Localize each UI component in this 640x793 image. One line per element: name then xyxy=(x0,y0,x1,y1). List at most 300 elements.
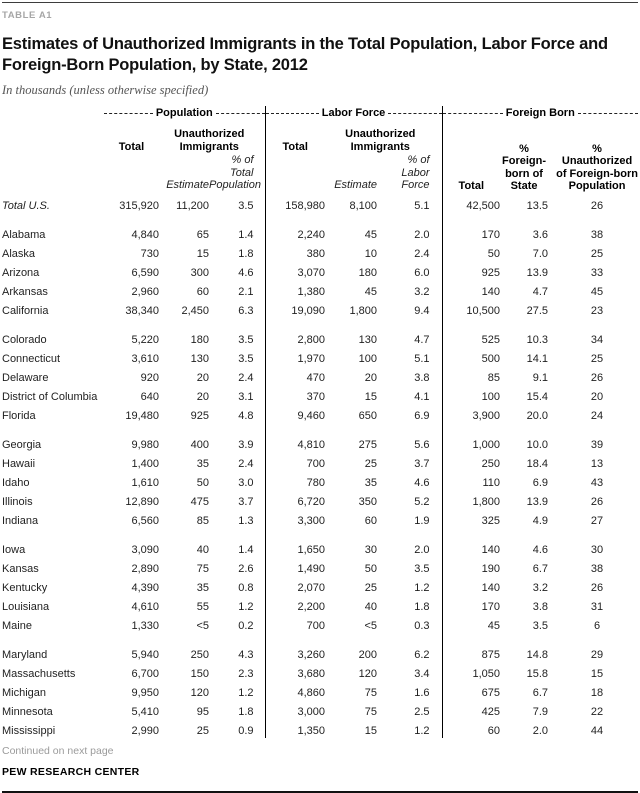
cell-value: 0.9 xyxy=(238,725,254,737)
cell-value: 42,500 xyxy=(442,194,500,213)
cell-value: 13.9 xyxy=(526,267,549,279)
cell-value: 35 xyxy=(196,582,209,594)
cell-value: 140 xyxy=(442,538,500,557)
cell-value: 2.1 xyxy=(238,286,254,298)
cell-value: 11,200 xyxy=(176,200,209,212)
labor-force-total-header: Total xyxy=(265,121,325,154)
cell-value: 25 xyxy=(590,248,604,260)
state-name: Delaware xyxy=(2,372,49,384)
cell-value: 5,410 xyxy=(131,706,159,718)
cell-value: 2.6 xyxy=(238,563,254,575)
cell-value: 5,940 xyxy=(131,649,159,661)
state-row xyxy=(2,557,638,576)
cell-value: 18.4 xyxy=(526,458,549,470)
cell-value: <5 xyxy=(364,620,377,632)
cell-value: 170 xyxy=(442,595,500,614)
cell-value: 130 xyxy=(358,334,377,346)
cell-value: 26 xyxy=(590,496,604,508)
cell-value: 3,610 xyxy=(131,353,159,365)
group-spacer-row xyxy=(2,213,638,223)
population-group-header xyxy=(104,106,265,121)
cell-value: 38 xyxy=(590,229,604,241)
cell-value: 325 xyxy=(442,509,500,528)
cell-value: 1.4 xyxy=(238,229,254,241)
cell-value: 14.1 xyxy=(526,353,549,365)
state-row xyxy=(2,490,638,509)
dash-line xyxy=(266,113,319,114)
labor-force-group-header xyxy=(265,106,442,121)
cell-value: 2,200 xyxy=(265,595,325,614)
cell-value: 45 xyxy=(364,286,377,298)
cell-value: 31 xyxy=(590,601,604,613)
foreign-born-group-label: Foreign Born xyxy=(505,107,575,120)
cell-value: 5.2 xyxy=(414,496,430,508)
cell-value: 315,920 xyxy=(119,200,159,212)
cell-value: 1.8 xyxy=(238,706,254,718)
cell-value: 60 xyxy=(196,286,209,298)
cell-value: 15 xyxy=(196,248,209,260)
cell-value: 475 xyxy=(190,496,209,508)
cell-value: 38,340 xyxy=(125,305,159,317)
cell-value: 10.3 xyxy=(526,334,549,346)
cell-value: 425 xyxy=(442,700,500,719)
cell-value: 26 xyxy=(590,582,604,594)
cell-value: 3.0 xyxy=(238,477,254,489)
cell-value: 300 xyxy=(190,267,209,279)
cell-value: 34 xyxy=(590,334,604,346)
cell-value: 3.5 xyxy=(532,620,549,632)
state-name: Idaho xyxy=(2,477,30,489)
cell-value: 640 xyxy=(140,391,159,403)
cell-value: 180 xyxy=(190,334,209,346)
total-us-row xyxy=(2,194,638,213)
cell-value: 44 xyxy=(590,725,604,737)
dash-line xyxy=(388,113,441,114)
cell-value: 19,090 xyxy=(265,299,325,318)
bottom-rule xyxy=(2,791,638,793)
cell-value: 29 xyxy=(590,649,604,661)
cell-value: 370 xyxy=(265,385,325,404)
cell-value: 20.0 xyxy=(526,410,549,422)
pct-of-labor-force-header: % of Labor Force xyxy=(401,154,430,191)
cell-value: 5,220 xyxy=(131,334,159,346)
state-row xyxy=(2,404,638,423)
state-row xyxy=(2,681,638,700)
cell-value: 1.9 xyxy=(414,515,430,527)
cell-value: 120 xyxy=(358,668,377,680)
cell-value: 730 xyxy=(140,248,159,260)
cell-value: 4.6 xyxy=(414,477,430,489)
cell-value: 45 xyxy=(590,286,604,298)
foreign-born-total-header: Total xyxy=(442,121,500,194)
foreign-born-group-header xyxy=(442,106,638,121)
cell-value: 24 xyxy=(590,410,604,422)
dash-line xyxy=(443,113,503,114)
state-name: Michigan xyxy=(2,687,47,699)
continued-note: Continued on next page xyxy=(2,744,114,757)
state-estimates-table xyxy=(2,106,638,738)
cell-value: 3.2 xyxy=(414,286,430,298)
cell-value: 650 xyxy=(358,410,377,422)
cell-value: <5 xyxy=(196,620,209,632)
population-total-header: Total xyxy=(118,140,145,153)
cell-value: 43 xyxy=(590,477,604,489)
cell-value: 15.4 xyxy=(526,391,549,403)
cell-value: 50 xyxy=(442,242,500,261)
pct-foreign-born-of-state-header: % Foreign-born of State xyxy=(502,142,547,192)
cell-value: 10.0 xyxy=(526,439,549,451)
cell-value: 6,720 xyxy=(265,490,325,509)
state-column-header xyxy=(2,106,104,121)
cell-value: 25 xyxy=(196,725,209,737)
state-name: Iowa xyxy=(2,544,26,556)
cell-value: 2.0 xyxy=(532,725,549,737)
cell-value: 700 xyxy=(265,614,325,633)
cell-value: 3,300 xyxy=(265,509,325,528)
labor-force-unauthorized-header: Unauthorized Immigrants xyxy=(345,128,416,153)
cell-value: 2.4 xyxy=(238,458,254,470)
cell-value: 50 xyxy=(364,563,377,575)
cell-value: 170 xyxy=(442,223,500,242)
cell-value: 875 xyxy=(442,643,500,662)
table-tag: TABLE A1 xyxy=(2,10,53,21)
cell-value: 120 xyxy=(190,687,209,699)
cell-value: 1,800 xyxy=(349,305,377,317)
cell-value: 30 xyxy=(364,544,377,556)
cell-value: 23 xyxy=(590,305,604,317)
state-name: Illinois xyxy=(2,496,33,508)
cell-value: 14.8 xyxy=(526,649,549,661)
cell-value: 3,680 xyxy=(265,662,325,681)
cell-value: 20 xyxy=(590,391,604,403)
cell-value: 2,070 xyxy=(265,576,325,595)
state-row xyxy=(2,700,638,719)
state-name: California xyxy=(2,305,49,317)
cell-value: 40 xyxy=(364,601,377,613)
state-row xyxy=(2,242,638,261)
cell-value: 9,980 xyxy=(131,439,159,451)
cell-value: 15 xyxy=(364,391,377,403)
cell-value: 20 xyxy=(196,391,209,403)
cell-value: 1.4 xyxy=(238,544,254,556)
cell-value: 85 xyxy=(442,366,500,385)
cell-value: 0.8 xyxy=(238,582,254,594)
state-row xyxy=(2,280,638,299)
cell-value: 3,090 xyxy=(131,544,159,556)
cell-value: 4,810 xyxy=(265,433,325,452)
cell-value: 9.1 xyxy=(532,372,549,384)
labor-force-estimate-header: Estimate xyxy=(334,179,377,191)
state-name: Mississippi xyxy=(2,725,56,737)
cell-value: 5.1 xyxy=(414,353,430,365)
cell-value: 3.7 xyxy=(414,458,430,470)
state-name: Alabama xyxy=(2,229,46,241)
cell-value: 4,840 xyxy=(131,229,159,241)
state-name: Colorado xyxy=(2,334,47,346)
cell-value: 15 xyxy=(590,668,604,680)
cell-value: 4,610 xyxy=(131,601,159,613)
cell-value: 0.3 xyxy=(414,620,430,632)
cell-value: 38 xyxy=(590,563,604,575)
state-name: Georgia xyxy=(2,439,42,451)
cell-value: 2,800 xyxy=(265,328,325,347)
cell-value: 65 xyxy=(196,229,209,241)
state-row xyxy=(2,662,638,681)
cell-value: 1,800 xyxy=(442,490,500,509)
cell-value: 180 xyxy=(358,267,377,279)
cell-value: 1.2 xyxy=(414,582,430,594)
cell-value: 3.5 xyxy=(238,200,254,212)
cell-value: 3,000 xyxy=(265,700,325,719)
cell-value: 2,890 xyxy=(131,563,159,575)
state-row xyxy=(2,328,638,347)
cell-value: 3.5 xyxy=(414,563,430,575)
state-row xyxy=(2,643,638,662)
cell-value: 20 xyxy=(364,372,377,384)
cell-value: 350 xyxy=(358,496,377,508)
cell-value: 45 xyxy=(364,229,377,241)
state-row xyxy=(2,719,638,738)
cell-value: 2.4 xyxy=(414,248,430,260)
state-row xyxy=(2,366,638,385)
cell-value: 60 xyxy=(442,719,500,738)
cell-value: 7.0 xyxy=(532,248,549,260)
cell-value: 140 xyxy=(442,576,500,595)
cell-value: 25 xyxy=(364,458,377,470)
cell-value: 4.6 xyxy=(532,544,549,556)
cell-value: 3,070 xyxy=(265,261,325,280)
state-row xyxy=(2,614,638,633)
cell-value: 190 xyxy=(442,557,500,576)
cell-value: 6.9 xyxy=(414,410,430,422)
cell-value: 22 xyxy=(590,706,604,718)
cell-value: 7.9 xyxy=(532,706,549,718)
cell-value: 40 xyxy=(196,544,209,556)
cell-value: 780 xyxy=(265,471,325,490)
population-estimate-header: Estimate xyxy=(166,179,209,191)
group-spacer-row xyxy=(2,423,638,433)
cell-value: 2,960 xyxy=(131,286,159,298)
cell-value: 8,100 xyxy=(349,200,377,212)
state-row xyxy=(2,452,638,471)
cell-value: 675 xyxy=(442,681,500,700)
cell-value: 10 xyxy=(364,248,377,260)
state-name: Connecticut xyxy=(2,353,61,365)
cell-value: 3.6 xyxy=(532,229,549,241)
group-spacer-row xyxy=(2,528,638,538)
state-row xyxy=(2,347,638,366)
top-rule xyxy=(2,2,638,3)
cell-value: 27 xyxy=(590,515,604,527)
state-name: District of Columbia xyxy=(2,391,98,403)
cell-value: 6 xyxy=(593,620,601,632)
cell-value: 400 xyxy=(190,439,209,451)
dash-line xyxy=(104,113,153,114)
cell-value: 1.3 xyxy=(238,515,254,527)
cell-value: 13 xyxy=(590,458,604,470)
cell-value: 75 xyxy=(196,563,209,575)
state-name: Florida xyxy=(2,410,36,422)
page-subtitle: In thousands (unless otherwise specified) xyxy=(2,83,209,97)
cell-value: 4.7 xyxy=(532,286,549,298)
cell-value: 2.3 xyxy=(238,668,254,680)
cell-value: 1.2 xyxy=(238,601,254,613)
cell-value: 1,650 xyxy=(265,538,325,557)
dash-line xyxy=(578,113,638,114)
group-label-row xyxy=(2,106,638,121)
cell-value: 3,900 xyxy=(442,404,500,423)
dash-line xyxy=(216,113,265,114)
cell-value: 35 xyxy=(364,477,377,489)
cell-value: 4,860 xyxy=(265,681,325,700)
cell-value: 200 xyxy=(358,649,377,661)
cell-value: 85 xyxy=(196,515,209,527)
state-row xyxy=(2,223,638,242)
cell-value: 25 xyxy=(364,582,377,594)
population-unauthorized-header: Unauthorized Immigrants xyxy=(174,128,245,153)
cell-value: 2.5 xyxy=(414,706,430,718)
cell-value: 19,480 xyxy=(125,410,159,422)
cell-value: 4.8 xyxy=(238,410,254,422)
state-name: Massachusetts xyxy=(2,668,76,680)
cell-value: 2.0 xyxy=(414,544,430,556)
cell-value: 45 xyxy=(442,614,500,633)
cell-value: 0.2 xyxy=(238,620,254,632)
cell-value: 2.0 xyxy=(414,229,430,241)
cell-value: 6.7 xyxy=(532,563,549,575)
cell-value: 2,450 xyxy=(181,305,209,317)
cell-value: 13.9 xyxy=(526,496,549,508)
cell-value: 3.2 xyxy=(532,582,549,594)
cell-value: 18 xyxy=(590,687,604,699)
cell-value: 1,610 xyxy=(131,477,159,489)
cell-value: 4.1 xyxy=(414,391,430,403)
cell-value: 5.1 xyxy=(414,200,430,212)
state-row xyxy=(2,576,638,595)
cell-value: 4.7 xyxy=(414,334,430,346)
cell-value: 26 xyxy=(590,200,604,212)
cell-value: 6.0 xyxy=(414,267,430,279)
cell-value: 10,500 xyxy=(442,299,500,318)
cell-value: 3.8 xyxy=(532,601,549,613)
cell-value: 6.2 xyxy=(414,649,430,661)
group-spacer-row xyxy=(2,633,638,643)
cell-value: 140 xyxy=(442,280,500,299)
cell-value: 3.5 xyxy=(238,353,254,365)
cell-value: 4.9 xyxy=(532,515,549,527)
cell-value: 1,490 xyxy=(265,557,325,576)
state-name: Kentucky xyxy=(2,582,48,594)
cell-value: 5.6 xyxy=(414,439,430,451)
cell-value: 12,890 xyxy=(125,496,159,508)
cell-value: 1,970 xyxy=(265,347,325,366)
cell-value: 3.9 xyxy=(238,439,254,451)
cell-value: 110 xyxy=(442,471,500,490)
cell-value: 920 xyxy=(140,372,159,384)
cell-value: 1,050 xyxy=(442,662,500,681)
cell-value: 2.4 xyxy=(238,372,254,384)
state-name: Hawaii xyxy=(2,458,36,470)
cell-value: 250 xyxy=(190,649,209,661)
cell-value: 6.7 xyxy=(532,687,549,699)
cell-value: 1,380 xyxy=(265,280,325,299)
source-label: PEW RESEARCH CENTER xyxy=(2,765,140,778)
cell-value: 150 xyxy=(190,668,209,680)
pct-of-total-population-header: % of Total Population xyxy=(209,154,261,191)
state-row xyxy=(2,538,638,557)
group-spacer-row xyxy=(2,318,638,328)
cell-value: 700 xyxy=(265,452,325,471)
cell-value: 925 xyxy=(442,261,500,280)
cell-value: 30 xyxy=(590,544,604,556)
cell-value: 15.8 xyxy=(526,668,549,680)
cell-value: 9.4 xyxy=(414,305,430,317)
cell-value: 75 xyxy=(364,687,377,699)
cell-value: 3.8 xyxy=(414,372,430,384)
state-name: Arizona xyxy=(2,267,40,279)
state-name: Kansas xyxy=(2,563,39,575)
state-row xyxy=(2,509,638,528)
cell-value: 20 xyxy=(196,372,209,384)
cell-value: 6,700 xyxy=(131,668,159,680)
cell-value: 1.8 xyxy=(238,248,254,260)
cell-value: 3.4 xyxy=(414,668,430,680)
cell-value: 4,390 xyxy=(131,582,159,594)
cell-value: 9,950 xyxy=(131,687,159,699)
page-title: Estimates of Unauthorized Immigrants in the Total Population, Labor Force and Foreign-Born Population, by State, 2012 xyxy=(2,35,608,74)
cell-value: 13.5 xyxy=(526,200,549,212)
column-header-row xyxy=(2,121,638,154)
cell-value: 130 xyxy=(190,353,209,365)
table-header xyxy=(2,106,638,194)
cell-value: 925 xyxy=(190,410,209,422)
state-row xyxy=(2,261,638,280)
state-name: Total U.S. xyxy=(2,200,50,212)
cell-value: 39 xyxy=(590,439,604,451)
cell-value: 6,590 xyxy=(131,267,159,279)
cell-value: 4.6 xyxy=(238,267,254,279)
cell-value: 1,000 xyxy=(442,433,500,452)
state-row xyxy=(2,471,638,490)
cell-value: 55 xyxy=(196,601,209,613)
state-row xyxy=(2,299,638,318)
cell-value: 3.7 xyxy=(238,496,254,508)
cell-value: 3.5 xyxy=(238,334,254,346)
state-row xyxy=(2,595,638,614)
cell-value: 2,990 xyxy=(131,725,159,737)
cell-value: 100 xyxy=(442,385,500,404)
cell-value: 2,240 xyxy=(265,223,325,242)
cell-value: 9,460 xyxy=(265,404,325,423)
cell-value: 75 xyxy=(364,706,377,718)
cell-value: 35 xyxy=(196,458,209,470)
cell-value: 1,400 xyxy=(131,458,159,470)
state-name: Maryland xyxy=(2,649,48,661)
cell-value: 15 xyxy=(364,725,377,737)
labor-force-group-label: Labor Force xyxy=(321,107,386,120)
state-row xyxy=(2,433,638,452)
state-name: Minnesota xyxy=(2,706,53,718)
cell-value: 50 xyxy=(196,477,209,489)
cell-value: 3.1 xyxy=(238,391,254,403)
cell-value: 4.3 xyxy=(238,649,254,661)
cell-value: 3,260 xyxy=(265,643,325,662)
cell-value: 500 xyxy=(442,347,500,366)
cell-value: 1.2 xyxy=(414,725,430,737)
pct-unauthorized-of-foreign-born-header: % Unauthorized of Foreign-born Population xyxy=(556,142,638,192)
cell-value: 1.8 xyxy=(414,601,430,613)
state-name: Alaska xyxy=(2,248,36,260)
